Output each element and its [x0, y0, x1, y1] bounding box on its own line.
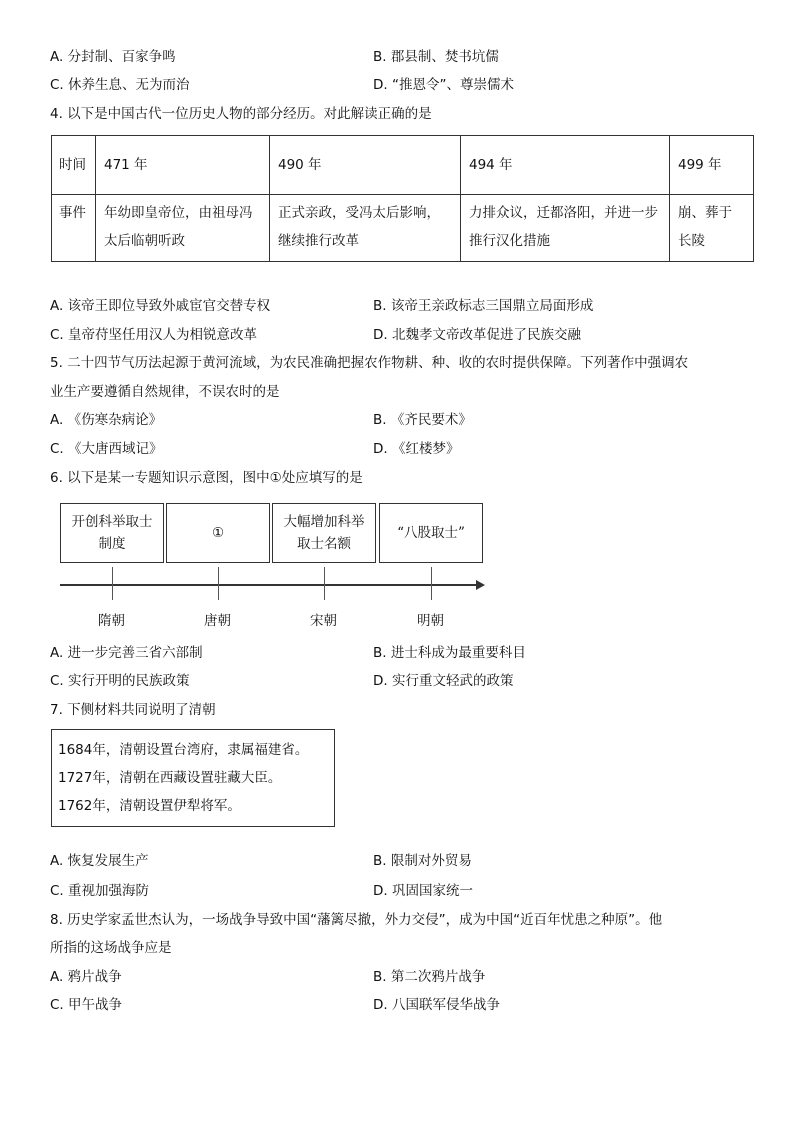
q4-option-b: B. 该帝王亲政标志三国鼎立局面形成: [373, 298, 594, 314]
q5-option-a: A. 《伤寒杂病论》: [50, 412, 163, 428]
event-cell: 力排众议，迁都洛阳，并进一步推行汉化措施: [461, 195, 670, 262]
q7-option-a: A. 恢复发展生产: [50, 853, 149, 869]
year-cell: 499 年: [670, 136, 754, 195]
material-line: 1684年，清朝设置台湾府，隶属福建省。: [58, 742, 309, 758]
q4-stem: 4. 以下是中国古代一位历史人物的部分经历。对此解读正确的是: [50, 106, 432, 122]
box-line: “八股取士”: [397, 525, 465, 541]
q5-option-b: B. 《齐民要术》: [373, 412, 472, 428]
diagram-box-song: [272, 503, 376, 563]
box-line: 开创科举取士: [71, 514, 153, 530]
timeline-tick: [431, 567, 432, 600]
material-line: 1727年，清朝在西藏设置驻藏大臣。: [58, 770, 282, 786]
q3-option-c: C. 休养生息、无为而治: [50, 77, 190, 93]
q4-option-a: A. 该帝王即位导致外戚宦官交替专权: [50, 298, 271, 314]
year-cell: 494 年: [461, 136, 670, 195]
box-line: 大幅增加科举: [283, 514, 365, 530]
timeline-label-song: 宋朝: [310, 613, 337, 629]
q6-stem: 6. 以下是某一专题知识示意图，图中①处应填写的是: [50, 470, 363, 486]
q4-option-d: D. 北魏孝文帝改革促进了民族交融: [373, 327, 581, 343]
timeline-tick: [112, 567, 113, 600]
row-header-event: 事件: [52, 195, 96, 262]
timeline-label-tang: 唐朝: [204, 613, 231, 629]
q7-material-box: [51, 729, 335, 827]
q7-option-b: B. 限制对外贸易: [373, 853, 472, 869]
table-row-events: [52, 195, 754, 262]
timeline-tick: [218, 567, 219, 600]
diagram-box-tang: [166, 503, 270, 563]
timeline-arrow-icon: [476, 580, 485, 590]
q7-option-d: D. 巩固国家统一: [373, 883, 473, 899]
diagram-box-sui: [60, 503, 164, 563]
diagram-box-ming: [379, 503, 483, 563]
year-cell: 490 年: [270, 136, 461, 195]
box-line: 取士名额: [297, 536, 351, 552]
q3-option-d: D. “推恩令”、尊崇儒术: [373, 77, 514, 93]
q4-table: [51, 135, 754, 262]
timeline-label-ming: 明朝: [417, 613, 444, 629]
row-header-time: 时间: [52, 136, 96, 195]
box-line: 制度: [98, 536, 126, 552]
q5-stem-line1: 5. 二十四节气历法起源于黄河流域，为农民准确把握农作物耕、种、收的农时提供保障。下列著作中强调农: [50, 355, 689, 371]
timeline-axis: [60, 584, 476, 586]
q8-option-a: A. 鸦片战争: [50, 969, 122, 985]
table-row-years: [52, 136, 754, 195]
box-line: ①: [211, 525, 225, 541]
q5-option-d: D. 《红楼梦》: [373, 441, 460, 457]
event-cell: 年幼即皇帝位，由祖母冯太后临朝听政: [96, 195, 270, 262]
q5-stem-line2: 业生产要遵循自然规律，不误农时的是: [50, 384, 280, 400]
q8-stem-line1: 8. 历史学家孟世杰认为，一场战争导致中国“藩篱尽撤，外力交侵”，成为中国“近百年忧患之种原”。他: [50, 912, 663, 928]
q6-option-b: B. 进士科成为最重要科目: [373, 645, 526, 661]
q6-option-a: A. 进一步完善三省六部制: [50, 645, 203, 661]
timeline-label-sui: 隋朝: [98, 613, 125, 629]
timeline-tick: [324, 567, 325, 600]
q7-stem: 7. 下侧材料共同说明了清朝: [50, 702, 216, 718]
event-cell: 正式亲政，受冯太后影响，继续推行改革: [270, 195, 461, 262]
q3-option-a: A. 分封制、百家争鸣: [50, 49, 176, 65]
q8-option-c: C. 甲午战争: [50, 997, 123, 1013]
q3-option-b: B. 郡县制、焚书坑儒: [373, 49, 499, 65]
event-cell: 崩、葬于长陵: [670, 195, 754, 262]
q8-stem-line2: 所指的这场战争应是: [50, 940, 172, 956]
q6-option-d: D. 实行重文轻武的政策: [373, 673, 514, 689]
q8-option-b: B. 第二次鸦片战争: [373, 969, 486, 985]
q8-option-d: D. 八国联军侵华战争: [373, 997, 500, 1013]
q6-option-c: C. 实行开明的民族政策: [50, 673, 190, 689]
material-line: 1762年，清朝设置伊犁将军。: [58, 798, 241, 814]
q7-option-c: C. 重视加强海防: [50, 883, 150, 899]
q4-option-c: C. 皇帝苻坚任用汉人为相锐意改革: [50, 327, 258, 343]
year-cell: 471 年: [96, 136, 270, 195]
q5-option-c: C. 《大唐西域记》: [50, 441, 163, 457]
